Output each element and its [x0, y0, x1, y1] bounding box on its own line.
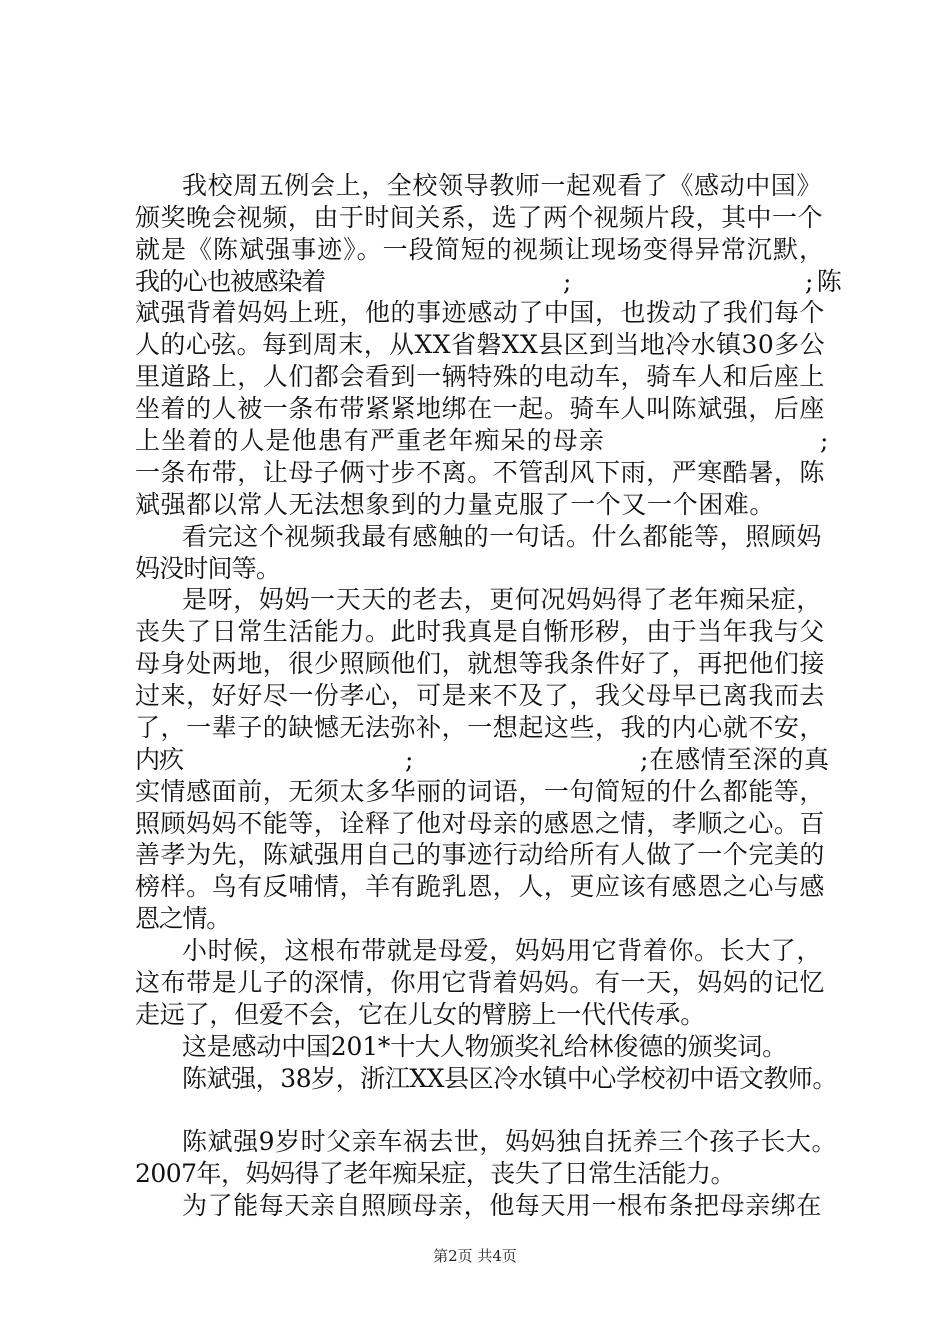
text-line: 善孝为先，陈斌强用自己的事迹行动给所有人做了一个完美的 — [135, 840, 825, 869]
text-line: 为了能每天亲自照顾母亲，他每天用一根布条把母亲绑在 — [182, 1191, 822, 1220]
text-line: 过来，好好尽一份孝心，可是来不及了，我父母早已离我而去 — [135, 681, 825, 710]
text-line: 一条布带，让母子俩寸步不离。不管刮风下雨，严寒酷暑，陈 — [135, 458, 825, 487]
text-line: 小时候，这根布带就是母爱，妈妈用它背着你。长大了， — [182, 936, 822, 965]
text-line: 看完这个视频我最有感触的一句话。什么都能等，照顾妈 — [182, 522, 822, 551]
text-line: 这布带是儿子的深情，你用它背着妈妈。有一天，妈妈的记忆 — [135, 968, 825, 997]
text-line: 人的心弦。每到周末，从XX省磐XX县区到当地冷水镇30多公 — [135, 330, 825, 359]
text-line: 内疚 — [135, 745, 183, 774]
text-line: 我校周五例会上，全校领导教师一起观看了《感动中国》 — [182, 171, 822, 200]
text-line: 陈斌强，38岁，浙江XX县区冷水镇中心学校初中语文教师。 — [182, 1064, 837, 1093]
text-line: 颁奖晚会视频，由于时间关系，选了两个视频片段，其中一个 — [135, 203, 823, 232]
text-line: 里道路上，人们都会看到一辆特殊的电动车，骑车人和后座上 — [135, 362, 825, 391]
text-line: 丧失了日常生活能力。此时我真是自惭形秽，由于当年我与父 — [135, 617, 825, 646]
text-line: ;在感情至深的真 — [640, 745, 830, 774]
text-line: 斌强都以常人无法想象到的力量克服了一个又一个困难。 — [135, 490, 775, 519]
text-line: 恩之情。 — [135, 904, 230, 933]
text-line: 上坐着的人是他患有严重老年痴呆的母亲 — [135, 426, 605, 455]
text-line: 是呀，妈妈一天天的老去，更何况妈妈得了老年痴呆症， — [182, 585, 822, 614]
text-line: 坐着的人被一条布带紧紧地绑在一起。骑车人叫陈斌强，后座 — [135, 394, 825, 423]
text-line: 斌强背着妈妈上班，他的事迹感动了中国，也拨动了我们每个 — [135, 298, 825, 327]
text-line: 这是感动中国201*十大人物颁奖礼给林俊德的颁奖词。 — [182, 1032, 787, 1061]
text-line: ; — [563, 267, 573, 296]
text-line: 走远了，但爱不会，它在儿女的臂膀上一代代传承。 — [135, 1000, 705, 1029]
text-line: 母身处两地，很少照顾他们，就想等我条件好了，再把他们接 — [135, 649, 825, 678]
text-line: 我的心也被感染着 — [135, 267, 325, 296]
text-line: 陈斌强9岁时父亲车祸去世，妈妈独自抚养三个孩子长大。 — [182, 1127, 837, 1156]
text-line: 妈没时间等。 — [135, 554, 280, 583]
text-line: ; — [820, 426, 830, 455]
text-line: ;陈 — [805, 267, 845, 296]
text-line: 2007年，妈妈得了老年痴呆症，丧失了日常生活能力。 — [135, 1159, 735, 1188]
text-line: 了，一辈子的缺憾无法弥补，一想起这些，我的内心就不安， — [135, 713, 825, 742]
text-line: 照顾妈妈不能等，诠释了他对母亲的感恩之情，孝顺之心。百 — [135, 809, 825, 838]
text-line: 榜样。鸟有反哺情，羊有跪乳恩，人，更应该有感恩之心与感 — [135, 872, 825, 901]
text-line: ; — [405, 745, 415, 774]
text-line: 实情感面前，无须太多华丽的词语，一句简短的什么都能等， — [135, 777, 825, 806]
text-line: 就是《陈斌强事迹》。一段简短的视频让现场变得异常沉默， — [135, 235, 825, 264]
page-footer: 第2页 共4页 — [433, 1247, 517, 1265]
